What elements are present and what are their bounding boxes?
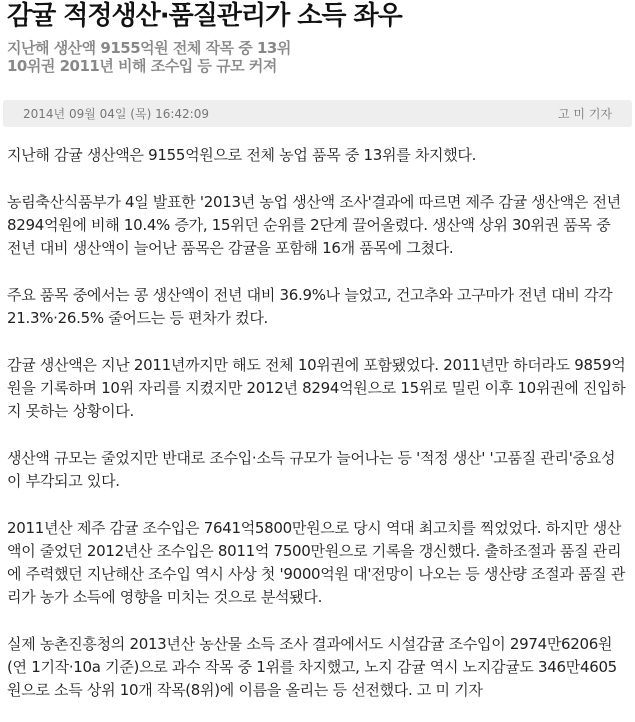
article-paragraph-3: 주요 품목 중에서는 콩 생산액이 전년 대비 36.9%나 늘었고, 건고추와 고구마가 전년 대비 각각 21.3%·26.5% 줄어드는 등 편차가 컸다. (7, 285, 613, 327)
article-body (7, 144, 628, 702)
article-title: 감귤 적정생산·품질관리가 소득 좌우 (7, 1, 402, 31)
article-reporter: 고 미 기자 (558, 106, 612, 121)
article-paragraph-5: 생산액 규모는 줄었지만 반대로 조수입·소득 규모가 늘어나는 등 '적정 생산' '고품질 관리'중요성이 부각되고 있다. (7, 448, 616, 490)
article-paragraph-6: 2011년산 제주 감귤 조수입은 7641억5800만원으로 당시 역대 최고치를 찍었었다. 하지만 생산액이 줄었던 2012년산 조수입은 8011억 7500만원으로 기록을 갱신했다. 출하조절과 품질 관리에 주력했던 지난해산 조수입 역시 사상 첫 '9000억원 대'전망이 나오는 등 생산량 조절과 품질 관리가 농가 소득에 영향을 미치는 것으로 분석됐다. (7, 518, 626, 606)
article-page (0, 2, 635, 702)
subtitle-line-1: 지난해 생산액 9155억원 전체 작목 중 13위 (7, 38, 291, 57)
article-paragraph-4: 감귤 생산액은 지난 2011년까지만 해도 전체 10위권에 포함됐었다. 2011년만 하더라도 9859억원을 기록하며 10위 자리를 지켰지만 2012년 8294억원으로 15위로 밀린 이후 10위권에 진입하지 못하는 상황이다. (7, 355, 626, 420)
subtitle-line-2: 10위권 2011년 비해 조수입 등 규모 커져 (7, 56, 277, 75)
article-paragraph-7: 실제 농촌진흥청의 2013년산 농산물 소득 조사 결과에서도 시설감귤 조수입이 2974만6206원(연 1기작·10a 기준)으로 과수 작목 중 1위를 차지했고, 노지 감귤 역시 노지감귤도 346만4605원으로 소득 상위 10개 작목(8위)에 이름을 올리는 등 선전했다. 고 미 기자 (7, 634, 617, 699)
article-datetime: 2014년 09월 04일 (목) 16:42:09 (23, 106, 209, 121)
article-subtitle (7, 39, 628, 75)
meta-bar (3, 100, 632, 127)
article-paragraph-2: 농림축산식품부가 4일 발표한 '2013년 농업 생산액 조사'결과에 따르면 제주 감귤 생산액은 전년 8294억원에 비해 10.4% 증가, 15위던 순위를 2단계 끌어올렸다. 생산액 상위 30위권 품목 중 전년 대비 생산액이 늘어난 품목은 감귤을 포함해 16개 품목에 그쳤다. (7, 192, 621, 257)
article-paragraph-1: 지난해 감귤 생산액은 9155억원으로 전체 농업 품목 중 13위를 차지했다. (7, 145, 477, 164)
